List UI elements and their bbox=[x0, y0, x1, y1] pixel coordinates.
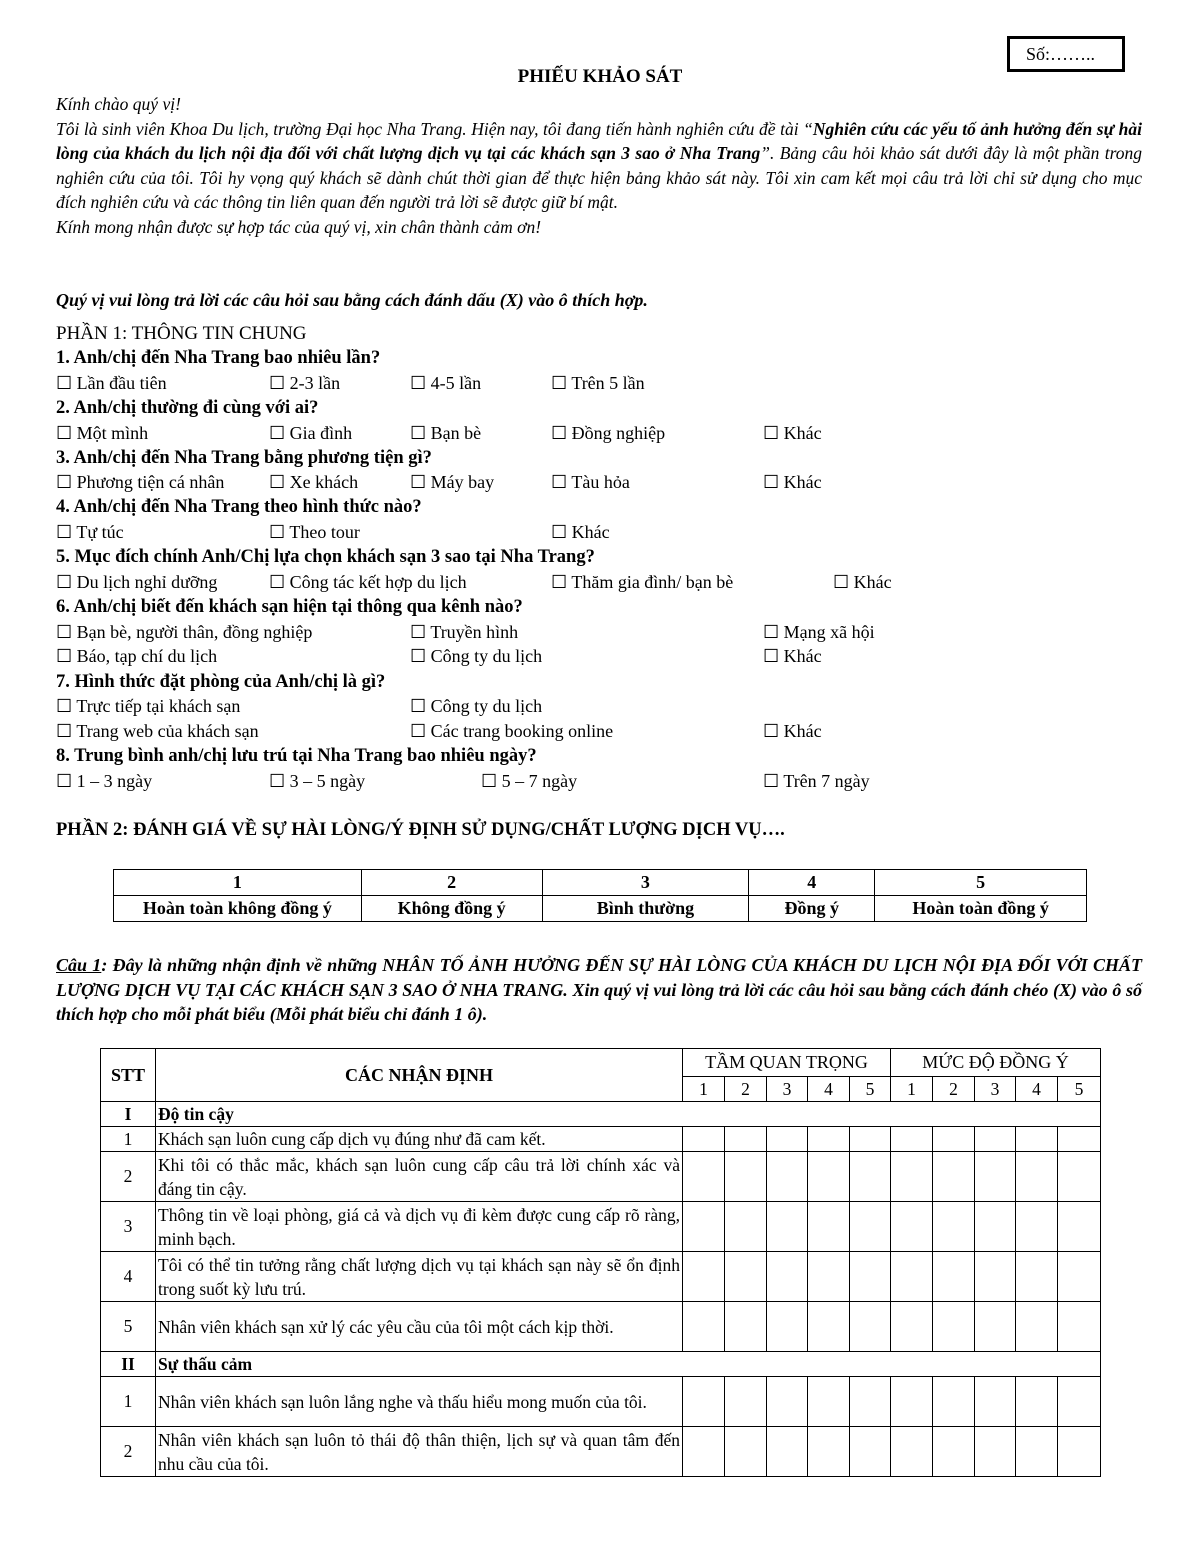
option-label: Khác bbox=[783, 423, 822, 443]
agreement-answer-cell[interactable] bbox=[975, 1202, 1016, 1252]
checkbox-icon[interactable]: ☐ bbox=[410, 622, 427, 642]
agreement-answer-cell[interactable] bbox=[1016, 1127, 1058, 1152]
checkbox-icon[interactable]: ☐ bbox=[56, 572, 73, 592]
agreement-answer-cell[interactable] bbox=[1016, 1152, 1058, 1202]
intro-closing: Kính mong nhận được sự hợp tác của quý vị, xin chân thành cảm ơn! bbox=[56, 216, 542, 237]
question-3-option[interactable] bbox=[410, 472, 494, 493]
importance-answer-cell[interactable] bbox=[683, 1252, 725, 1302]
checkbox-icon[interactable]: ☐ bbox=[269, 522, 286, 542]
agreement-answer-cell[interactable] bbox=[975, 1127, 1016, 1152]
agreement-scale-number: 3 bbox=[975, 1077, 1016, 1102]
agreement-answer-cell[interactable] bbox=[1058, 1202, 1101, 1252]
question-4-option[interactable] bbox=[269, 522, 360, 543]
checkbox-icon[interactable]: ☐ bbox=[56, 646, 73, 666]
option-label: Một mình bbox=[76, 423, 149, 443]
scale-label: Hoàn toàn không đồng ý bbox=[114, 896, 362, 922]
checkbox-icon[interactable]: ☐ bbox=[56, 622, 73, 642]
section-name: Sự thấu cảm bbox=[156, 1352, 1101, 1377]
agreement-answer-cell[interactable] bbox=[1016, 1427, 1058, 1477]
agreement-header: MỨC ĐỘ ĐỒNG Ý bbox=[891, 1049, 1101, 1077]
question-7-option[interactable] bbox=[410, 696, 542, 717]
question-5-option[interactable] bbox=[833, 572, 892, 593]
option-label: Khác bbox=[571, 522, 610, 542]
agreement-answer-cell[interactable] bbox=[975, 1377, 1016, 1427]
checkbox-icon[interactable]: ☐ bbox=[763, 646, 780, 666]
checkbox-icon[interactable]: ☐ bbox=[410, 696, 427, 716]
question-4-option[interactable] bbox=[56, 522, 124, 543]
importance-answer-cell[interactable] bbox=[850, 1252, 891, 1302]
question-2-option[interactable] bbox=[763, 423, 822, 444]
option-label: 3 – 5 ngày bbox=[289, 771, 366, 791]
option-label: Theo tour bbox=[289, 522, 360, 542]
checkbox-icon[interactable]: ☐ bbox=[56, 696, 73, 716]
checkbox-icon[interactable]: ☐ bbox=[56, 721, 73, 741]
question-6-option[interactable] bbox=[410, 646, 542, 667]
agreement-answer-cell[interactable] bbox=[891, 1377, 933, 1427]
importance-answer-cell[interactable] bbox=[767, 1202, 808, 1252]
agreement-scale-number: 2 bbox=[933, 1077, 975, 1102]
scale-number: 3 bbox=[542, 870, 749, 896]
section-row bbox=[101, 1352, 1101, 1377]
table-row bbox=[101, 1127, 1101, 1152]
question-8-option[interactable] bbox=[481, 771, 577, 792]
importance-answer-cell[interactable] bbox=[767, 1252, 808, 1302]
statement-number: 2 bbox=[101, 1152, 156, 1202]
question-5-title: 5. Mục đích chính Anh/Chị lựa chọn khách sạn 3 sao tại Nha Trang? bbox=[56, 547, 595, 567]
importance-answer-cell[interactable] bbox=[850, 1427, 891, 1477]
statement-text: Nhân viên khách sạn luôn lắng nghe và thấu hiểu mong muốn của tôi. bbox=[156, 1377, 683, 1427]
agreement-answer-cell[interactable] bbox=[891, 1427, 933, 1477]
option-label: Trên 5 lần bbox=[571, 373, 645, 393]
agreement-answer-cell[interactable] bbox=[1016, 1202, 1058, 1252]
question-6-title: 6. Anh/chị biết đến khách sạn hiện tại thông qua kênh nào? bbox=[56, 597, 523, 617]
statements-header: CÁC NHẬN ĐỊNH bbox=[156, 1049, 683, 1102]
option-label: Truyền hình bbox=[430, 622, 519, 642]
importance-answer-cell[interactable] bbox=[725, 1152, 767, 1202]
agreement-answer-cell[interactable] bbox=[1058, 1152, 1101, 1202]
agreement-scale-number: 5 bbox=[1058, 1077, 1101, 1102]
agreement-answer-cell[interactable] bbox=[891, 1152, 933, 1202]
importance-scale-number: 1 bbox=[683, 1077, 725, 1102]
statement-number: 2 bbox=[101, 1427, 156, 1477]
table-row bbox=[101, 1152, 1101, 1202]
importance-header: TẦM QUAN TRỌNG bbox=[683, 1049, 891, 1077]
importance-answer-cell[interactable] bbox=[767, 1377, 808, 1427]
checkbox-icon[interactable]: ☐ bbox=[269, 423, 286, 443]
question-3-option[interactable] bbox=[763, 472, 822, 493]
question-2-option[interactable] bbox=[410, 423, 481, 444]
agreement-answer-cell[interactable] bbox=[891, 1302, 933, 1352]
agreement-answer-cell[interactable] bbox=[933, 1202, 975, 1252]
checkbox-icon[interactable]: ☐ bbox=[763, 622, 780, 642]
checkbox-icon[interactable]: ☐ bbox=[56, 423, 73, 443]
section-name: Độ tin cậy bbox=[156, 1102, 1101, 1127]
option-label: Xe khách bbox=[289, 472, 359, 492]
checkbox-icon[interactable]: ☐ bbox=[763, 771, 780, 791]
intro-text bbox=[56, 92, 1142, 239]
scale-labels-row bbox=[114, 896, 1087, 922]
option-label: Gia đình bbox=[289, 423, 353, 443]
checkbox-icon[interactable]: ☐ bbox=[551, 373, 568, 393]
research-topic: Nghiên cứu các yếu tố ảnh hưởng đến sự hài lòng của khách du lịch nội địa đối với chất lượng dịch vụ tại các khách sạn 3 sao ở Nha Trang bbox=[56, 118, 1142, 163]
importance-answer-cell[interactable] bbox=[725, 1127, 767, 1152]
table-row bbox=[101, 1252, 1101, 1302]
statement-number: 1 bbox=[101, 1377, 156, 1427]
rating-scale-table bbox=[113, 869, 1087, 922]
intro-body-end: ”. Bảng câu hỏi khảo sát dưới đây là một phần trong nghiên cứu của tôi. Tôi hy vọng quý khách sẽ dành chút thời gian để thực hiện bảng khảo sát này. Tôi xin cam kết mọi câu trả lời chỉ sử dụng cho mục đích nghiên cứu và các thông tin liên quan đến người trả lời sẽ được giữ bí mật. bbox=[56, 143, 1142, 212]
importance-answer-cell[interactable] bbox=[808, 1427, 850, 1477]
section-id: II bbox=[101, 1352, 156, 1377]
importance-answer-cell[interactable] bbox=[767, 1127, 808, 1152]
importance-scale-number: 3 bbox=[767, 1077, 808, 1102]
option-label: 1 – 3 ngày bbox=[76, 771, 153, 791]
question-4-title: 4. Anh/chị đến Nha Trang theo hình thức nào? bbox=[56, 497, 422, 517]
agreement-answer-cell[interactable] bbox=[1058, 1302, 1101, 1352]
question-8-option[interactable] bbox=[763, 771, 870, 792]
statement-number: 4 bbox=[101, 1252, 156, 1302]
checkbox-icon[interactable]: ☐ bbox=[410, 423, 427, 443]
checkbox-icon[interactable]: ☐ bbox=[763, 721, 780, 741]
option-label: Tàu hỏa bbox=[571, 472, 630, 492]
option-label: 2-3 lần bbox=[289, 373, 341, 393]
intro-greeting: Kính chào quý vị! bbox=[56, 94, 181, 114]
question-7-option[interactable] bbox=[56, 721, 259, 742]
importance-answer-cell[interactable] bbox=[850, 1202, 891, 1252]
agreement-answer-cell[interactable] bbox=[975, 1302, 1016, 1352]
question-4-option[interactable] bbox=[551, 522, 610, 543]
table-row bbox=[101, 1377, 1101, 1427]
question-6-option[interactable] bbox=[56, 622, 312, 643]
part2-title: PHẦN 2: ĐÁNH GIÁ VỀ SỰ HÀI LÒNG/Ý ĐỊNH SỬ DỤNG/CHẤT LƯỢNG DỊCH VỤ…. bbox=[56, 820, 785, 840]
agreement-answer-cell[interactable] bbox=[933, 1152, 975, 1202]
question-5-option[interactable] bbox=[551, 572, 733, 593]
question-7-option[interactable] bbox=[410, 721, 613, 742]
option-label: Lần đầu tiên bbox=[76, 373, 167, 393]
question-2-option[interactable] bbox=[269, 423, 352, 444]
section-id: I bbox=[101, 1102, 156, 1127]
question-3-option[interactable] bbox=[551, 472, 630, 493]
question-2-option[interactable] bbox=[56, 423, 148, 444]
option-label: Công ty du lịch bbox=[430, 696, 543, 716]
option-label: Báo, tạp chí du lịch bbox=[76, 646, 218, 666]
question-7-option[interactable] bbox=[56, 696, 240, 717]
agreement-answer-cell[interactable] bbox=[933, 1302, 975, 1352]
option-label: Các trang booking online bbox=[430, 721, 614, 741]
agreement-answer-cell[interactable] bbox=[1016, 1252, 1058, 1302]
section-row bbox=[101, 1102, 1101, 1127]
option-label: Trang web của khách sạn bbox=[76, 721, 259, 741]
checkbox-icon[interactable]: ☐ bbox=[269, 771, 286, 791]
scale-number: 4 bbox=[749, 870, 875, 896]
scale-number: 2 bbox=[361, 870, 542, 896]
table-header-row bbox=[101, 1049, 1101, 1077]
importance-answer-cell[interactable] bbox=[808, 1127, 850, 1152]
option-label: Công ty du lịch bbox=[430, 646, 543, 666]
checkbox-icon[interactable]: ☐ bbox=[56, 771, 73, 791]
option-label: 4-5 lần bbox=[430, 373, 482, 393]
option-label: Công tác kết hợp du lịch bbox=[289, 572, 467, 592]
checkbox-icon[interactable]: ☐ bbox=[833, 572, 850, 592]
question-8-option[interactable] bbox=[269, 771, 365, 792]
option-label: Đồng nghiệp bbox=[571, 423, 666, 443]
agreement-answer-cell[interactable] bbox=[1058, 1377, 1101, 1427]
importance-answer-cell[interactable] bbox=[683, 1152, 725, 1202]
importance-answer-cell[interactable] bbox=[683, 1302, 725, 1352]
importance-answer-cell[interactable] bbox=[725, 1377, 767, 1427]
question-8-title: 8. Trung bình anh/chị lưu trú tại Nha Trang bao nhiêu ngày? bbox=[56, 746, 537, 766]
importance-answer-cell[interactable] bbox=[850, 1152, 891, 1202]
importance-answer-cell[interactable] bbox=[767, 1152, 808, 1202]
statement-text: Khi tôi có thắc mắc, khách sạn luôn cung cấp câu trả lời chính xác và đáng tin cậy. bbox=[156, 1152, 683, 1202]
checkbox-icon[interactable]: ☐ bbox=[56, 373, 73, 393]
form-number-label: Số:…….. bbox=[1026, 44, 1096, 64]
question-1-option[interactable] bbox=[269, 373, 340, 394]
importance-answer-cell[interactable] bbox=[808, 1302, 850, 1352]
checkbox-icon[interactable]: ☐ bbox=[551, 572, 568, 592]
question-6-option[interactable] bbox=[56, 646, 217, 667]
agreement-answer-cell[interactable] bbox=[933, 1252, 975, 1302]
importance-answer-cell[interactable] bbox=[725, 1427, 767, 1477]
question-2-option[interactable] bbox=[551, 423, 665, 444]
option-label: Bạn bè bbox=[430, 423, 482, 443]
agreement-answer-cell[interactable] bbox=[1016, 1302, 1058, 1352]
agreement-answer-cell[interactable] bbox=[891, 1202, 933, 1252]
statement-number: 5 bbox=[101, 1302, 156, 1352]
importance-answer-cell[interactable] bbox=[808, 1377, 850, 1427]
option-label: Máy bay bbox=[430, 472, 495, 492]
question-1-option[interactable] bbox=[56, 373, 167, 394]
scale-numbers-row bbox=[114, 870, 1087, 896]
statement-text: Thông tin về loại phòng, giá cả và dịch vụ đi kèm được cung cấp rõ ràng, minh bạch. bbox=[156, 1202, 683, 1252]
checkbox-icon[interactable]: ☐ bbox=[56, 522, 73, 542]
question-5-option[interactable] bbox=[269, 572, 467, 593]
agreement-answer-cell[interactable] bbox=[1058, 1427, 1101, 1477]
question-1-option[interactable] bbox=[551, 373, 645, 394]
checkbox-icon[interactable]: ☐ bbox=[763, 472, 780, 492]
option-label: Du lịch nghỉ dưỡng bbox=[76, 572, 218, 592]
option-label: Tự túc bbox=[76, 522, 124, 542]
scale-label: Bình thường bbox=[542, 896, 749, 922]
question-3-option[interactable] bbox=[269, 472, 358, 493]
question-3-title: 3. Anh/chị đến Nha Trang bằng phương tiện gì? bbox=[56, 448, 432, 468]
checkbox-icon[interactable]: ☐ bbox=[269, 373, 286, 393]
checkbox-icon[interactable]: ☐ bbox=[551, 522, 568, 542]
importance-answer-cell[interactable] bbox=[808, 1252, 850, 1302]
importance-answer-cell[interactable] bbox=[725, 1252, 767, 1302]
importance-scale-number: 2 bbox=[725, 1077, 767, 1102]
agreement-answer-cell[interactable] bbox=[975, 1152, 1016, 1202]
question-1-option[interactable] bbox=[410, 373, 481, 394]
importance-answer-cell[interactable] bbox=[850, 1127, 891, 1152]
checkbox-icon[interactable]: ☐ bbox=[763, 423, 780, 443]
agreement-scale-number: 4 bbox=[1016, 1077, 1058, 1102]
option-label: Thăm gia đình/ bạn bè bbox=[571, 572, 734, 592]
importance-answer-cell[interactable] bbox=[725, 1302, 767, 1352]
agreement-answer-cell[interactable] bbox=[891, 1252, 933, 1302]
checkbox-icon[interactable]: ☐ bbox=[551, 472, 568, 492]
instruction: Quý vị vui lòng trả lời các câu hỏi sau bằng cách đánh dấu (X) vào ô thích hợp. bbox=[56, 290, 648, 310]
importance-answer-cell[interactable] bbox=[683, 1427, 725, 1477]
statements-table bbox=[100, 1048, 1101, 1477]
option-label: Phương tiện cá nhân bbox=[76, 472, 225, 492]
importance-answer-cell[interactable] bbox=[767, 1427, 808, 1477]
importance-answer-cell[interactable] bbox=[767, 1302, 808, 1352]
option-label: Khác bbox=[783, 646, 822, 666]
question-5-option[interactable] bbox=[56, 572, 217, 593]
question-1-label: Câu 1 bbox=[56, 955, 102, 975]
scale-label: Đồng ý bbox=[749, 896, 875, 922]
table-row bbox=[101, 1302, 1101, 1352]
option-label: Trực tiếp tại khách sạn bbox=[76, 696, 241, 716]
importance-answer-cell[interactable] bbox=[683, 1127, 725, 1152]
part1-title: PHẦN 1: THÔNG TIN CHUNG bbox=[56, 323, 307, 344]
option-label: Khác bbox=[853, 572, 892, 592]
importance-answer-cell[interactable] bbox=[725, 1202, 767, 1252]
scale-label: Không đồng ý bbox=[361, 896, 542, 922]
importance-answer-cell[interactable] bbox=[808, 1152, 850, 1202]
question-8-option[interactable] bbox=[56, 771, 152, 792]
importance-answer-cell[interactable] bbox=[850, 1302, 891, 1352]
option-label: Mạng xã hội bbox=[783, 622, 875, 642]
checkbox-icon[interactable]: ☐ bbox=[269, 572, 286, 592]
agreement-answer-cell[interactable] bbox=[933, 1427, 975, 1477]
statement-text: Khách sạn luôn cung cấp dịch vụ đúng như đã cam kết. bbox=[156, 1127, 683, 1152]
checkbox-icon[interactable]: ☐ bbox=[410, 646, 427, 666]
scale-number: 1 bbox=[114, 870, 362, 896]
importance-answer-cell[interactable] bbox=[850, 1377, 891, 1427]
option-label: Bạn bè, người thân, đồng nghiệp bbox=[76, 622, 313, 642]
question-6-option[interactable] bbox=[763, 622, 875, 643]
statement-text: Nhân viên khách sạn xử lý các yêu cầu của tôi một cách kịp thời. bbox=[156, 1302, 683, 1352]
option-label: Trên 7 ngày bbox=[783, 771, 870, 791]
question-1-prompt bbox=[56, 953, 1142, 1027]
option-label: Khác bbox=[783, 472, 822, 492]
question-7-title: 7. Hình thức đặt phòng của Anh/chị là gì? bbox=[56, 672, 386, 692]
question-1-title: 1. Anh/chị đến Nha Trang bao nhiêu lần? bbox=[56, 348, 381, 368]
question-7-option[interactable] bbox=[763, 721, 822, 742]
question-1-text: : Đây là những nhận định về những NHÂN TỐ ẢNH HƯỞNG ĐẾN SỰ HÀI LÒNG CỦA KHÁCH DU LỊCH NỘI ĐỊA ĐỐI VỚI CHẤT LƯỢNG DỊCH VỤ TẠI CÁC KHÁCH SẠN 3 SAO Ở NHA TRANG. Xin quý vị vui lòng trả lời các câu hỏi sau bằng cách đánh chéo (X) vào ô số thích hợp cho mỗi phát biểu (Mỗi phát biểu chỉ đánh 1 ô). bbox=[56, 955, 1142, 1024]
intro-body-start: Tôi là sinh viên Khoa Du lịch, trường Đại học Nha Trang. Hiện nay, tôi đang tiến hành nghiên cứu đề tài “ bbox=[56, 118, 813, 139]
checkbox-icon[interactable]: ☐ bbox=[481, 771, 498, 791]
checkbox-icon[interactable]: ☐ bbox=[410, 373, 427, 393]
page-title: PHIẾU KHẢO SÁT bbox=[517, 66, 683, 87]
statement-text: Tôi có thể tin tưởng rằng chất lượng dịch vụ tại khách sạn này sẽ ổn định trong suốt kỳ lưu trú. bbox=[156, 1252, 683, 1302]
importance-scale-number: 4 bbox=[808, 1077, 850, 1102]
table-row bbox=[101, 1427, 1101, 1477]
agreement-answer-cell[interactable] bbox=[975, 1427, 1016, 1477]
option-label: Khác bbox=[783, 721, 822, 741]
agreement-answer-cell[interactable] bbox=[933, 1377, 975, 1427]
stt-header: STT bbox=[101, 1049, 156, 1102]
scale-number: 5 bbox=[875, 870, 1087, 896]
statement-number: 1 bbox=[101, 1127, 156, 1152]
question-6-option[interactable] bbox=[763, 646, 822, 667]
agreement-answer-cell[interactable] bbox=[1016, 1377, 1058, 1427]
statement-text: Nhân viên khách sạn luôn tỏ thái độ thân thiện, lịch sự và quan tâm đến nhu cầu của tôi. bbox=[156, 1427, 683, 1477]
importance-answer-cell[interactable] bbox=[683, 1377, 725, 1427]
importance-answer-cell[interactable] bbox=[683, 1202, 725, 1252]
checkbox-icon[interactable]: ☐ bbox=[410, 472, 427, 492]
agreement-answer-cell[interactable] bbox=[1058, 1127, 1101, 1152]
table-row bbox=[101, 1202, 1101, 1252]
checkbox-icon[interactable]: ☐ bbox=[56, 472, 73, 492]
option-label: 5 – 7 ngày bbox=[501, 771, 578, 791]
intro-body bbox=[56, 117, 1142, 215]
agreement-answer-cell[interactable] bbox=[891, 1127, 933, 1152]
question-2-title: 2. Anh/chị thường đi cùng với ai? bbox=[56, 398, 319, 418]
agreement-answer-cell[interactable] bbox=[933, 1127, 975, 1152]
question-3-option[interactable] bbox=[56, 472, 224, 493]
checkbox-icon[interactable]: ☐ bbox=[551, 423, 568, 443]
agreement-answer-cell[interactable] bbox=[975, 1252, 1016, 1302]
question-6-option[interactable] bbox=[410, 622, 518, 643]
scale-label: Hoàn toàn đồng ý bbox=[875, 896, 1087, 922]
agreement-answer-cell[interactable] bbox=[1058, 1252, 1101, 1302]
agreement-scale-number: 1 bbox=[891, 1077, 933, 1102]
importance-answer-cell[interactable] bbox=[808, 1202, 850, 1252]
checkbox-icon[interactable]: ☐ bbox=[410, 721, 427, 741]
importance-scale-number: 5 bbox=[850, 1077, 891, 1102]
statement-number: 3 bbox=[101, 1202, 156, 1252]
checkbox-icon[interactable]: ☐ bbox=[269, 472, 286, 492]
